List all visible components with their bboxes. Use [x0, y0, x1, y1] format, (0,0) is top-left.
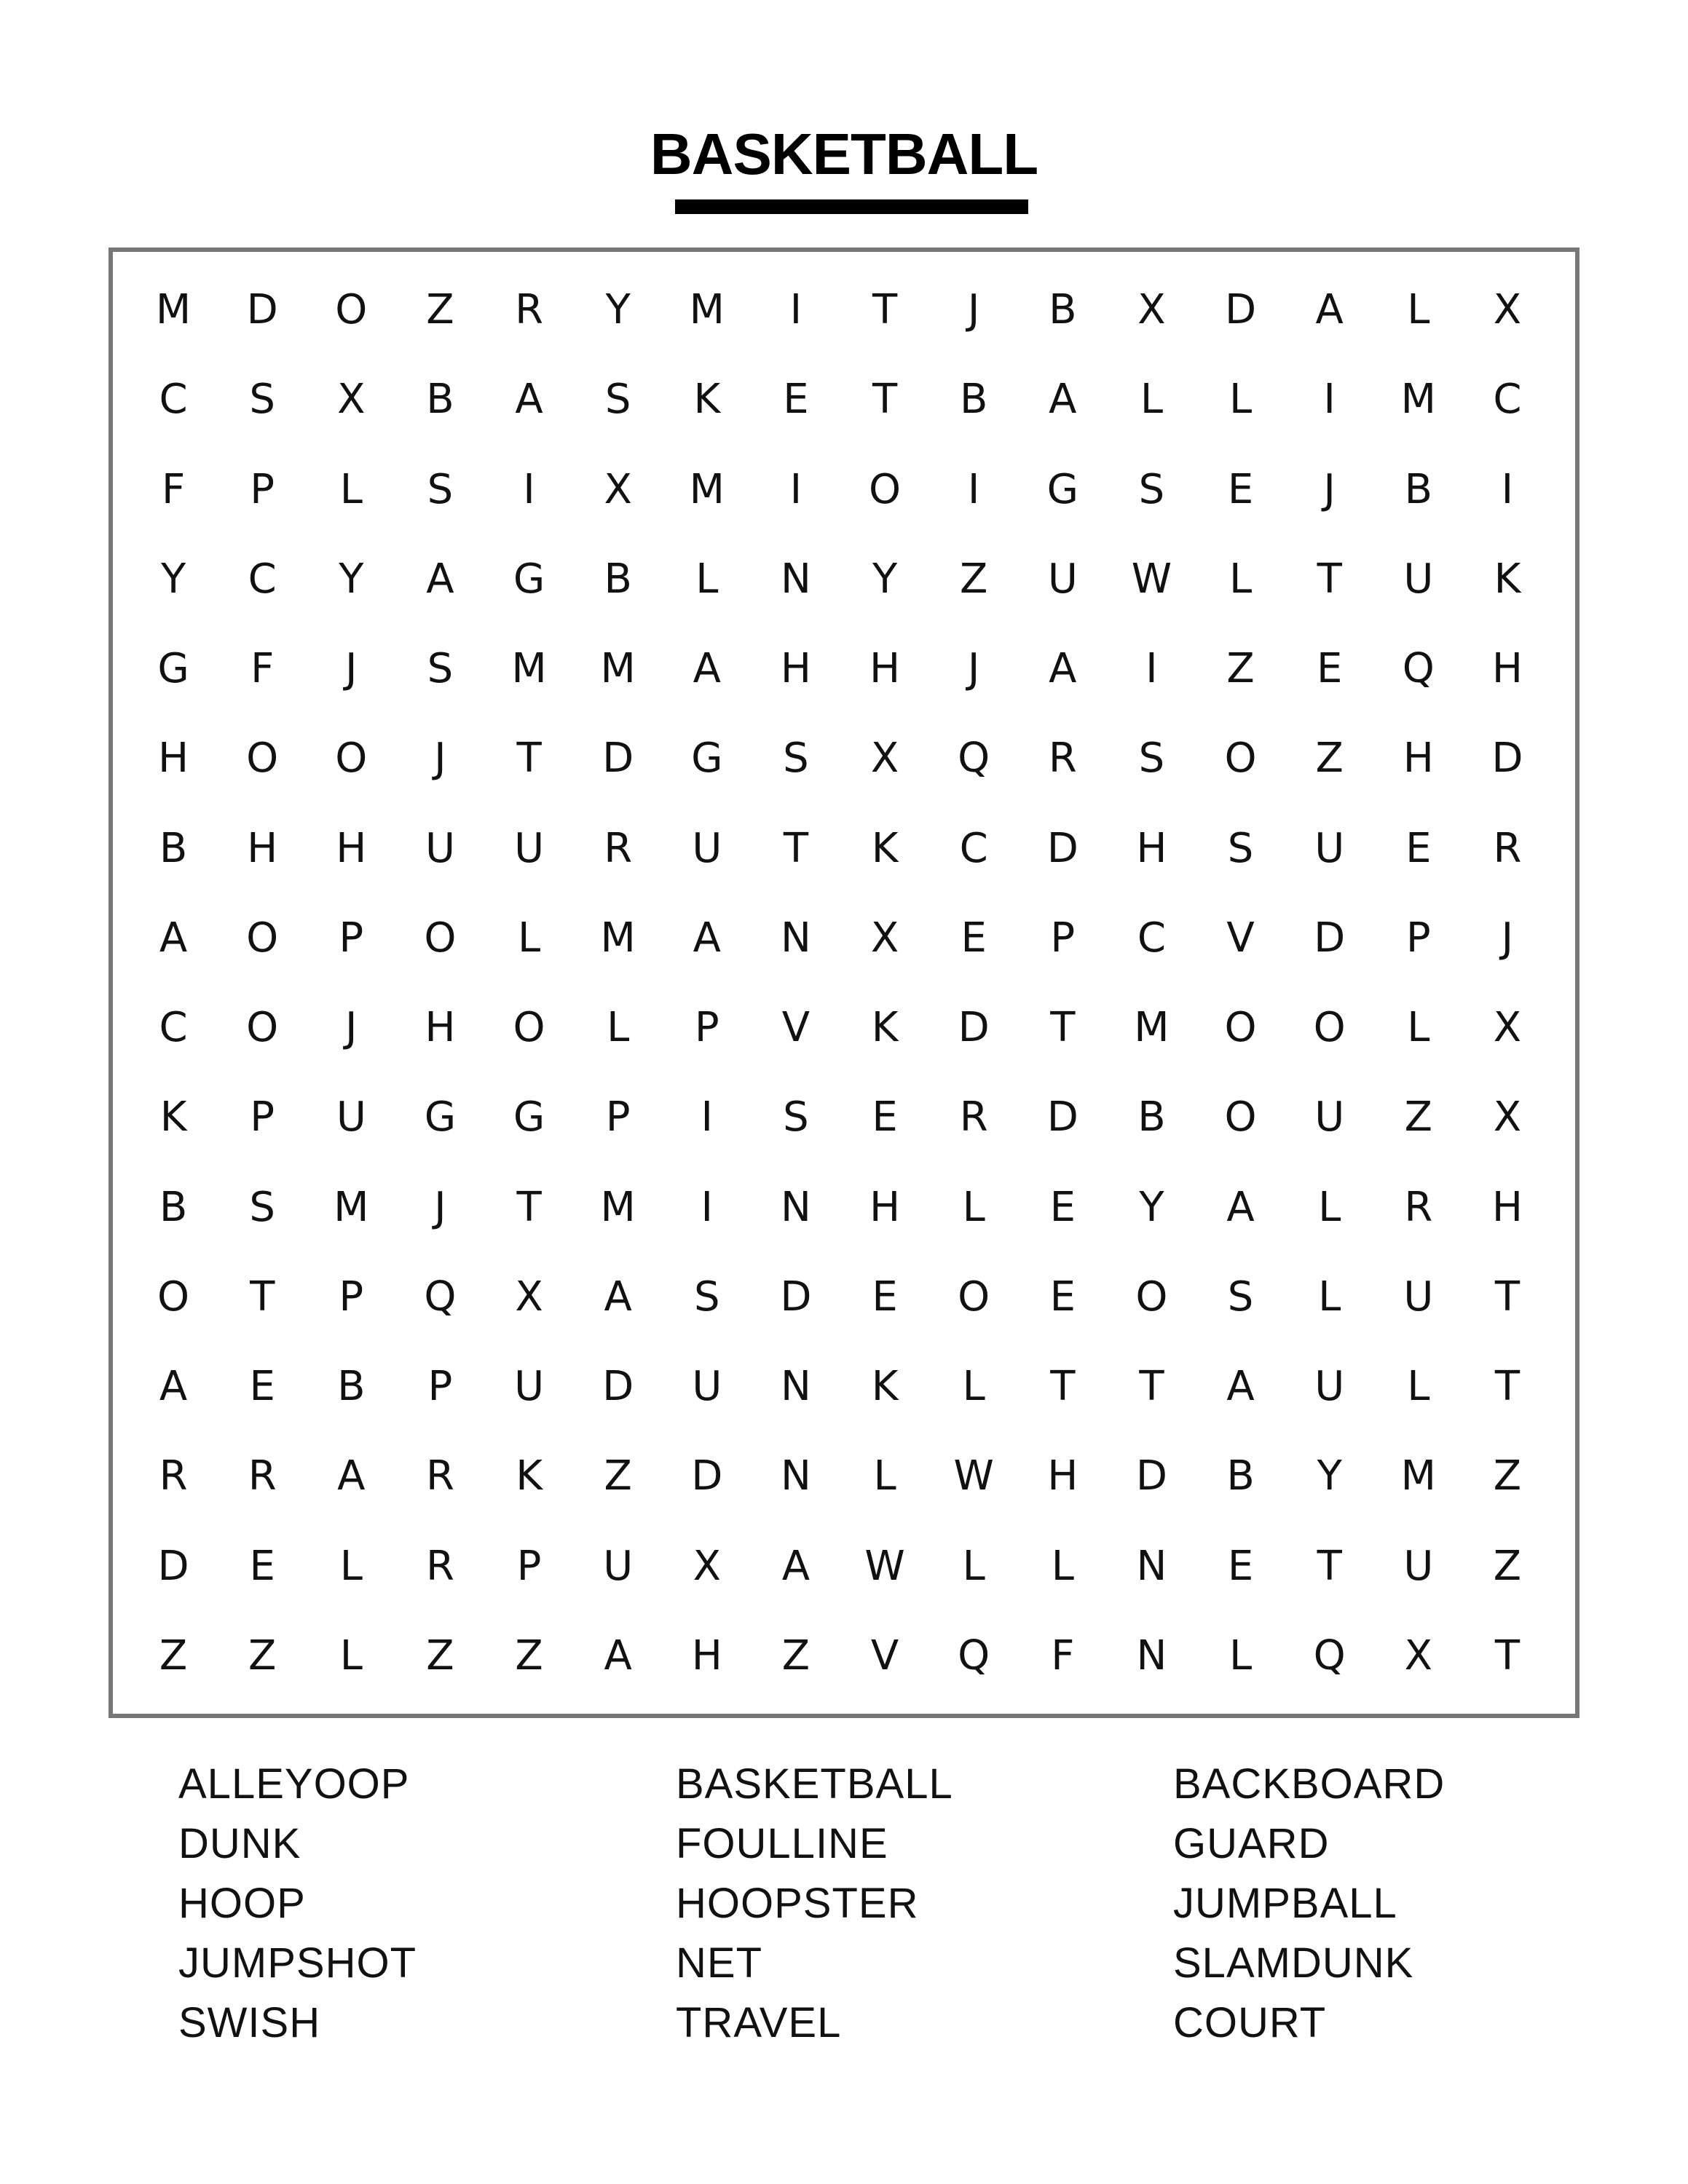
grid-letter[interactable]: O	[1224, 1093, 1257, 1142]
grid-letter[interactable]: I	[1145, 645, 1158, 693]
grid-letter[interactable]: P	[1405, 914, 1431, 962]
grid-letter[interactable]: I	[789, 286, 802, 334]
grid-letter[interactable]: J	[345, 1004, 358, 1052]
grid-letter[interactable]: Q	[1313, 1631, 1346, 1679]
grid-letter[interactable]: A	[1315, 286, 1344, 334]
grid-letter[interactable]: D	[1491, 735, 1523, 783]
grid-letter[interactable]: D	[1225, 286, 1257, 334]
grid-letter[interactable]: Y	[1317, 1452, 1342, 1500]
grid-letter[interactable]: T	[872, 376, 898, 424]
grid-letter[interactable]: B	[1049, 286, 1077, 334]
grid-letter[interactable]: B	[159, 1183, 188, 1231]
grid-letter[interactable]: H	[869, 645, 901, 693]
grid-letter[interactable]: L	[962, 1542, 985, 1590]
grid-letter[interactable]: E	[1227, 465, 1254, 513]
grid-letter[interactable]: X	[1137, 286, 1166, 334]
grid-letter[interactable]: E	[783, 376, 809, 424]
grid-letter[interactable]: R	[1493, 824, 1522, 872]
grid-letter[interactable]: K	[159, 1093, 187, 1142]
grid-letter[interactable]: L	[1318, 1273, 1341, 1321]
grid-letter[interactable]: S	[427, 645, 454, 693]
grid-letter[interactable]: X	[870, 735, 899, 783]
grid-letter[interactable]: Y	[1139, 1183, 1164, 1231]
grid-letter[interactable]: Q	[958, 1631, 990, 1679]
grid-letter[interactable]: O	[335, 735, 368, 783]
grid-letter[interactable]: Y	[605, 286, 631, 334]
grid-letter[interactable]: S	[783, 1093, 809, 1142]
word-list-item: DUNK	[178, 1820, 301, 1867]
grid-letter[interactable]: N	[1136, 1542, 1167, 1590]
grid-letter[interactable]: Z	[1226, 645, 1255, 693]
grid-letter[interactable]: P	[516, 1542, 542, 1590]
grid-letter[interactable]: L	[873, 1452, 896, 1500]
grid-letter[interactable]: G	[157, 645, 189, 693]
grid-letter[interactable]: T	[1494, 1363, 1521, 1411]
grid-letter[interactable]: E	[872, 1093, 898, 1142]
grid-letter[interactable]: K	[516, 1452, 543, 1500]
grid-letter[interactable]: T	[1317, 555, 1342, 603]
grid-letter[interactable]: I	[701, 1093, 714, 1142]
grid-letter[interactable]: A	[159, 914, 188, 962]
word-column	[178, 1754, 676, 2053]
grid-letter[interactable]: I	[1323, 376, 1336, 424]
grid-letter[interactable]: T	[1494, 1631, 1521, 1679]
grid-letter[interactable]: R	[159, 1452, 188, 1500]
letter-grid	[109, 248, 1579, 1718]
grid-letter[interactable]: R	[604, 824, 633, 872]
grid-letter[interactable]: T	[1317, 1542, 1342, 1590]
grid-letter[interactable]: N	[780, 1452, 811, 1500]
grid-letter[interactable]: M	[511, 645, 547, 693]
page-title: BASKETBALL	[650, 122, 1038, 186]
grid-letter[interactable]: O	[424, 914, 457, 962]
grid-letter[interactable]: U	[603, 1542, 634, 1590]
grid-letter[interactable]: K	[1494, 555, 1521, 603]
grid-letter[interactable]: Z	[426, 286, 454, 334]
grid-letter[interactable]: I	[1501, 465, 1514, 513]
grid-letter[interactable]: X	[515, 1273, 543, 1321]
grid-letter[interactable]: N	[780, 914, 811, 962]
grid-letter[interactable]: E	[961, 914, 987, 962]
grid-letter[interactable]: L	[1407, 1363, 1430, 1411]
grid-letter[interactable]: I	[967, 465, 980, 513]
grid-letter[interactable]: P	[339, 1273, 364, 1321]
grid-letter[interactable]: R	[1048, 735, 1077, 783]
grid-letter[interactable]: O	[335, 286, 368, 334]
grid-letter[interactable]: A	[1226, 1363, 1255, 1411]
grid-letter[interactable]: S	[694, 1273, 720, 1321]
grid-letter[interactable]: H	[247, 824, 278, 872]
grid-letter[interactable]: P	[427, 1363, 453, 1411]
grid-letter[interactable]: H	[158, 735, 189, 783]
grid-letter[interactable]: S	[1227, 824, 1254, 872]
grid-letter[interactable]: X	[604, 465, 632, 513]
grid-letter[interactable]: S	[604, 376, 631, 424]
grid-letter[interactable]: P	[250, 465, 275, 513]
grid-letter[interactable]: B	[1137, 1093, 1166, 1142]
word-list-item: ALLEYOOP	[178, 1760, 410, 1808]
grid-letter[interactable]: G	[1046, 465, 1079, 513]
grid-letter[interactable]: Z	[426, 1631, 454, 1679]
grid-letter[interactable]: Y	[160, 555, 186, 603]
grid-letter[interactable]: X	[693, 1542, 721, 1590]
grid-letter[interactable]: W	[864, 1542, 905, 1590]
grid-letter[interactable]: Z	[248, 1631, 277, 1679]
grid-letter[interactable]: J	[434, 735, 446, 783]
grid-letter[interactable]: G	[691, 735, 723, 783]
grid-letter[interactable]: D	[1046, 824, 1078, 872]
grid-letter[interactable]: T	[516, 735, 542, 783]
grid-letter[interactable]: C	[1137, 914, 1166, 962]
grid-letter[interactable]: M	[1134, 1004, 1170, 1052]
grid-letter[interactable]: R	[1404, 1183, 1433, 1231]
grid-letter[interactable]: R	[425, 1452, 454, 1500]
grid-letter[interactable]: J	[1323, 465, 1336, 513]
grid-letter[interactable]: S	[249, 376, 275, 424]
grid-letter[interactable]: A	[604, 1273, 632, 1321]
grid-letter[interactable]: L	[339, 1542, 363, 1590]
grid-letter[interactable]: I	[789, 465, 802, 513]
grid-letter[interactable]: Z	[1315, 735, 1344, 783]
grid-letter[interactable]: A	[1226, 1183, 1255, 1231]
grid-letter[interactable]: U	[1403, 555, 1434, 603]
grid-letter[interactable]: B	[1404, 465, 1433, 513]
grid-letter[interactable]: E	[872, 1273, 898, 1321]
grid-letter[interactable]: S	[1227, 1273, 1254, 1321]
grid-letter[interactable]: L	[607, 1004, 630, 1052]
grid-letter[interactable]: X	[1493, 1004, 1522, 1052]
grid-letter[interactable]: U	[692, 824, 722, 872]
grid-letter[interactable]: M	[600, 645, 636, 693]
grid-letter[interactable]: O	[157, 1273, 190, 1321]
grid-letter[interactable]: U	[425, 824, 455, 872]
grid-letter[interactable]: O	[869, 465, 902, 513]
grid-letter[interactable]: K	[871, 1004, 899, 1052]
grid-letter[interactable]: D	[602, 1363, 634, 1411]
grid-letter[interactable]: C	[959, 824, 988, 872]
grid-letter[interactable]: J	[345, 645, 358, 693]
word-list	[178, 1754, 1562, 2053]
word-list-item: BACKBOARD	[1173, 1760, 1446, 1808]
grid-letter[interactable]: L	[1407, 1004, 1430, 1052]
grid-letter[interactable]: G	[513, 555, 545, 603]
grid-letter[interactable]: N	[780, 1363, 811, 1411]
grid-letter[interactable]: M	[689, 465, 725, 513]
grid-letter[interactable]: U	[1314, 824, 1345, 872]
grid-letter[interactable]: S	[1138, 735, 1165, 783]
grid-letter[interactable]: E	[1049, 1183, 1076, 1231]
grid-letter[interactable]: T	[872, 286, 898, 334]
grid-letter[interactable]: T	[516, 1183, 542, 1231]
grid-letter[interactable]: P	[1050, 914, 1076, 962]
grid-letter[interactable]: O	[246, 1004, 279, 1052]
grid-letter[interactable]: M	[155, 286, 192, 334]
grid-letter[interactable]: P	[605, 1093, 631, 1142]
grid-letter[interactable]: O	[1224, 735, 1257, 783]
grid-letter[interactable]: C	[1493, 376, 1522, 424]
word-list-item: JUMPBALL	[1173, 1880, 1397, 1927]
grid-letter[interactable]: W	[953, 1452, 994, 1500]
grid-letter[interactable]: H	[691, 1631, 722, 1679]
grid-letter[interactable]: L	[339, 1631, 363, 1679]
grid-letter[interactable]: L	[1318, 1183, 1341, 1231]
grid-letter[interactable]: S	[783, 735, 809, 783]
grid-letter[interactable]: V	[781, 1004, 811, 1052]
grid-letter[interactable]: X	[1493, 286, 1522, 334]
grid-letter[interactable]: J	[967, 286, 980, 334]
grid-letter[interactable]: B	[159, 824, 188, 872]
grid-letter[interactable]: M	[1400, 1452, 1436, 1500]
grid-letter[interactable]: K	[871, 824, 899, 872]
grid-letter[interactable]: D	[780, 1273, 812, 1321]
grid-letter[interactable]: B	[1226, 1452, 1255, 1500]
grid-letter[interactable]: O	[246, 914, 279, 962]
grid-letter[interactable]: Y	[339, 555, 364, 603]
grid-letter[interactable]: T	[1139, 1363, 1164, 1411]
grid-letter[interactable]: G	[424, 1093, 457, 1142]
grid-letter[interactable]: C	[248, 555, 277, 603]
grid-letter[interactable]: O	[1135, 1273, 1168, 1321]
grid-letter[interactable]: T	[250, 1273, 275, 1321]
grid-letter[interactable]: L	[517, 914, 541, 962]
grid-letter[interactable]: D	[958, 1004, 990, 1052]
grid-letter[interactable]: U	[514, 1363, 545, 1411]
grid-letter[interactable]: D	[691, 1452, 723, 1500]
grid-letter[interactable]: L	[1407, 286, 1430, 334]
word-list-item: SWISH	[178, 1999, 321, 2046]
grid-letter[interactable]: L	[695, 555, 719, 603]
grid-letter[interactable]: D	[157, 1542, 189, 1590]
grid-letter[interactable]: D	[1135, 1452, 1167, 1500]
grid-letter[interactable]: L	[962, 1363, 985, 1411]
grid-letter[interactable]: K	[871, 1363, 899, 1411]
grid-letter[interactable]: W	[1131, 555, 1172, 603]
grid-letter[interactable]: Z	[604, 1452, 632, 1500]
grid-letter[interactable]: C	[159, 376, 188, 424]
grid-letter[interactable]: O	[958, 1273, 990, 1321]
grid-letter[interactable]: B	[604, 555, 632, 603]
word-list-item: FOULLINE	[676, 1820, 888, 1867]
grid-letter[interactable]: E	[1049, 1273, 1076, 1321]
grid-letter[interactable]: R	[959, 1093, 988, 1142]
grid-letter[interactable]: X	[1493, 1093, 1522, 1142]
grid-letter[interactable]: E	[1227, 1542, 1254, 1590]
title-underline	[675, 199, 1028, 214]
grid-letter[interactable]: Q	[424, 1273, 457, 1321]
word-list-item: NET	[676, 1939, 762, 1987]
grid-letter[interactable]: L	[1228, 376, 1253, 424]
grid-letter[interactable]: T	[1494, 1273, 1521, 1321]
grid-letter[interactable]: D	[246, 286, 278, 334]
grid-letter[interactable]: H	[780, 645, 811, 693]
grid-letter[interactable]: P	[339, 914, 364, 962]
grid-letter[interactable]: M	[334, 1183, 369, 1231]
grid-letter[interactable]: E	[1405, 824, 1432, 872]
grid-letter[interactable]: T	[1050, 1004, 1076, 1052]
grid-letter[interactable]: P	[250, 1093, 275, 1142]
grid-letter[interactable]: O	[513, 1004, 545, 1052]
grid-letter[interactable]: Q	[958, 735, 990, 783]
grid-letter[interactable]: U	[1403, 1542, 1434, 1590]
grid-letter[interactable]: A	[426, 555, 454, 603]
grid-letter[interactable]: U	[692, 1363, 722, 1411]
grid-letter[interactable]: K	[693, 376, 721, 424]
grid-letter[interactable]: P	[694, 1004, 719, 1052]
grid-letter[interactable]: M	[689, 286, 725, 334]
grid-letter[interactable]: E	[249, 1542, 275, 1590]
grid-letter[interactable]: Z	[515, 1631, 543, 1679]
grid-letter[interactable]: A	[337, 1452, 366, 1500]
grid-letter[interactable]: X	[337, 376, 366, 424]
word-list-item: SLAMDUNK	[1173, 1939, 1414, 1987]
grid-letter[interactable]: A	[693, 645, 721, 693]
grid-letter[interactable]: N	[780, 1183, 811, 1231]
grid-letter[interactable]: L	[1140, 376, 1164, 424]
grid-letter[interactable]: S	[427, 465, 454, 513]
grid-letter[interactable]: H	[1491, 645, 1523, 693]
grid-letter[interactable]: A	[1049, 376, 1077, 424]
grid-letter[interactable]: L	[339, 465, 363, 513]
grid-letter[interactable]: O	[246, 735, 279, 783]
grid-letter[interactable]: B	[337, 1363, 366, 1411]
grid-letter[interactable]: N	[780, 555, 811, 603]
grid-letter[interactable]: V	[870, 1631, 899, 1679]
grid-letter[interactable]: M	[1400, 376, 1436, 424]
grid-letter[interactable]: G	[513, 1093, 545, 1142]
word-list-item: COURT	[1173, 1999, 1327, 2046]
grid-letter[interactable]: B	[959, 376, 988, 424]
grid-letter[interactable]: Q	[1402, 645, 1435, 693]
grid-letter[interactable]: L	[1051, 1542, 1074, 1590]
grid-letter[interactable]: U	[1047, 555, 1078, 603]
grid-letter[interactable]: B	[426, 376, 454, 424]
grid-letter[interactable]: D	[1314, 914, 1346, 962]
grid-letter[interactable]: T	[783, 824, 809, 872]
grid-letter[interactable]: L	[962, 1183, 985, 1231]
grid-letter[interactable]: H	[1403, 735, 1434, 783]
grid-letter[interactable]: C	[159, 1004, 188, 1052]
word-list-item: JUMPSHOT	[178, 1939, 417, 1987]
grid-letter[interactable]: Z	[1493, 1542, 1522, 1590]
grid-letter[interactable]: X	[1404, 1631, 1432, 1679]
grid-letter[interactable]: Z	[159, 1631, 188, 1679]
grid-letter[interactable]: V	[1226, 914, 1255, 962]
grid-letter[interactable]: Z	[1493, 1452, 1522, 1500]
grid-letter[interactable]: A	[515, 376, 543, 424]
grid-letter[interactable]: M	[600, 914, 636, 962]
grid-letter[interactable]: H	[1047, 1452, 1078, 1500]
grid-letter[interactable]: H	[336, 824, 367, 872]
grid-letter[interactable]: Z	[781, 1631, 811, 1679]
grid-letter[interactable]: E	[1316, 645, 1343, 693]
grid-letter[interactable]: A	[604, 1631, 632, 1679]
word-column	[676, 1754, 1173, 2053]
grid-letter[interactable]: D	[602, 735, 634, 783]
grid-letter[interactable]: O	[1224, 1004, 1257, 1052]
grid-letter[interactable]: A	[693, 914, 721, 962]
grid-letter[interactable]: O	[1313, 1004, 1346, 1052]
grid-letter[interactable]: S	[1138, 465, 1165, 513]
grid-letter[interactable]: R	[515, 286, 544, 334]
grid-letter[interactable]: D	[1046, 1093, 1078, 1142]
grid-letter[interactable]: U	[1403, 1273, 1434, 1321]
grid-letter[interactable]: J	[967, 645, 980, 693]
grid-letter[interactable]: F	[161, 465, 186, 513]
grid-letter[interactable]: S	[249, 1183, 275, 1231]
grid-letter[interactable]: X	[870, 914, 899, 962]
grid-letter[interactable]: N	[1136, 1631, 1167, 1679]
grid-letter[interactable]: M	[600, 1183, 636, 1231]
grid-letter[interactable]: A	[159, 1363, 188, 1411]
grid-letter[interactable]: R	[425, 1542, 454, 1590]
grid-letter[interactable]: H	[425, 1004, 456, 1052]
grid-letter[interactable]: L	[1228, 1631, 1253, 1679]
word-column	[1173, 1754, 1562, 2053]
grid-letter[interactable]: H	[1491, 1183, 1523, 1231]
grid-letter[interactable]: U	[1314, 1093, 1345, 1142]
grid-letter[interactable]: A	[1049, 645, 1077, 693]
grid-letter[interactable]: H	[1136, 824, 1167, 872]
grid-letter[interactable]: Z	[1404, 1093, 1432, 1142]
grid-letter[interactable]: A	[781, 1542, 811, 1590]
grid-letter[interactable]: T	[1050, 1363, 1076, 1411]
grid-letter[interactable]: H	[869, 1183, 901, 1231]
word-list-item: HOOP	[178, 1880, 306, 1927]
word-list-item: BASKETBALL	[676, 1760, 953, 1808]
grid-letter[interactable]: I	[701, 1183, 714, 1231]
grid-letter[interactable]: U	[336, 1093, 366, 1142]
grid-letter[interactable]: F	[1051, 1631, 1075, 1679]
grid-letter[interactable]: L	[1228, 555, 1253, 603]
grid-letter[interactable]: I	[523, 465, 535, 513]
word-list-item: HOOPSTER	[676, 1880, 919, 1927]
grid-letter[interactable]: J	[1501, 914, 1514, 962]
grid-letter[interactable]: R	[248, 1452, 277, 1500]
grid-letter[interactable]: E	[249, 1363, 275, 1411]
grid-letter[interactable]: F	[251, 645, 275, 693]
word-list-item: TRAVEL	[676, 1999, 842, 2046]
grid-letter[interactable]: U	[1314, 1363, 1345, 1411]
grid-letter[interactable]: U	[514, 824, 545, 872]
grid-letter[interactable]: Z	[960, 555, 988, 603]
grid-letter[interactable]: J	[434, 1183, 446, 1231]
word-list-item: GUARD	[1173, 1820, 1330, 1867]
grid-letter[interactable]: Y	[872, 555, 898, 603]
